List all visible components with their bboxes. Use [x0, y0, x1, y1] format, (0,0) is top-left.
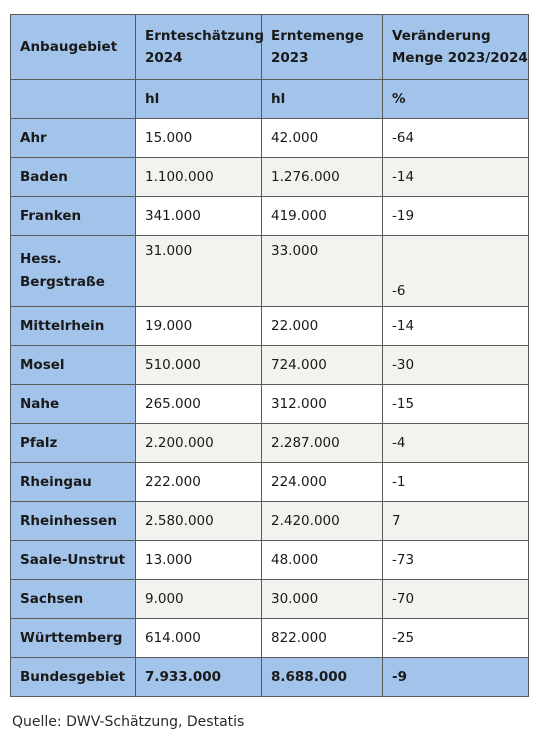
- total-harvest-2023-cell: 8.688.000: [262, 658, 383, 697]
- estimate-2024-cell: 19.000: [136, 307, 262, 346]
- header-region: Anbaugebiet: [11, 15, 136, 80]
- region-cell: Rheingau: [11, 463, 136, 502]
- region-cell: Rheinhessen: [11, 502, 136, 541]
- harvest-2023-cell: 22.000: [262, 307, 383, 346]
- unit-change: %: [383, 80, 529, 119]
- table-row: [11, 346, 529, 385]
- table-row: [11, 385, 529, 424]
- total-estimate-2024-cell: 7.933.000: [136, 658, 262, 697]
- change-cell: -25: [383, 619, 529, 658]
- region-cell: Mittelrhein: [11, 307, 136, 346]
- harvest-2023-cell: 2.287.000: [262, 424, 383, 463]
- table-row: [11, 580, 529, 619]
- change-cell: -4: [383, 424, 529, 463]
- estimate-2024-cell: 31.000: [136, 236, 262, 307]
- header-row: [11, 15, 529, 80]
- estimate-2024-cell: 510.000: [136, 346, 262, 385]
- change-cell: -14: [383, 158, 529, 197]
- unit-estimate-2024: hl: [136, 80, 262, 119]
- estimate-2024-cell: 2.580.000: [136, 502, 262, 541]
- estimate-2024-cell: 2.200.000: [136, 424, 262, 463]
- harvest-2023-cell: 2.420.000: [262, 502, 383, 541]
- estimate-2024-cell: 1.100.000: [136, 158, 262, 197]
- table-row: [11, 119, 529, 158]
- region-cell: Saale-Unstrut: [11, 541, 136, 580]
- harvest-table: [10, 14, 529, 697]
- change-cell: -15: [383, 385, 529, 424]
- estimate-2024-cell: 614.000: [136, 619, 262, 658]
- estimate-2024-cell: 341.000: [136, 197, 262, 236]
- region-cell: Franken: [11, 197, 136, 236]
- region-cell: Pfalz: [11, 424, 136, 463]
- estimate-2024-cell: 222.000: [136, 463, 262, 502]
- source-note: Quelle: DWV-Schätzung, Destatis: [12, 714, 245, 730]
- change-cell: -30: [383, 346, 529, 385]
- estimate-2024-cell: 13.000: [136, 541, 262, 580]
- table-row: [11, 307, 529, 346]
- region-cell: Sachsen: [11, 580, 136, 619]
- header-estimate-2024: Ernteschätzung 2024: [136, 15, 262, 80]
- table-row: [11, 541, 529, 580]
- change-cell: -70: [383, 580, 529, 619]
- change-cell: -73: [383, 541, 529, 580]
- table-row: [11, 236, 529, 307]
- region-cell: Nahe: [11, 385, 136, 424]
- table-row: [11, 619, 529, 658]
- change-cell: 7: [383, 502, 529, 541]
- change-cell: -6: [383, 236, 529, 307]
- header-harvest-2023: Erntemenge 2023: [262, 15, 383, 80]
- table-row: [11, 463, 529, 502]
- total-change-cell: -9: [383, 658, 529, 697]
- table-row: [11, 158, 529, 197]
- harvest-2023-cell: 724.000: [262, 346, 383, 385]
- harvest-2023-cell: 822.000: [262, 619, 383, 658]
- table-row: [11, 424, 529, 463]
- unit-harvest-2023: hl: [262, 80, 383, 119]
- estimate-2024-cell: 9.000: [136, 580, 262, 619]
- harvest-2023-cell: 224.000: [262, 463, 383, 502]
- change-cell: -64: [383, 119, 529, 158]
- units-row: [11, 80, 529, 119]
- harvest-2023-cell: 419.000: [262, 197, 383, 236]
- estimate-2024-cell: 15.000: [136, 119, 262, 158]
- table-row: [11, 502, 529, 541]
- estimate-2024-cell: 265.000: [136, 385, 262, 424]
- change-cell: -19: [383, 197, 529, 236]
- harvest-2023-cell: 30.000: [262, 580, 383, 619]
- total-row: [11, 658, 529, 697]
- region-cell: Baden: [11, 158, 136, 197]
- change-cell: -14: [383, 307, 529, 346]
- change-cell: -1: [383, 463, 529, 502]
- region-cell: Württemberg: [11, 619, 136, 658]
- harvest-2023-cell: 48.000: [262, 541, 383, 580]
- harvest-2023-cell: 1.276.000: [262, 158, 383, 197]
- total-region-cell: Bundesgebiet: [11, 658, 136, 697]
- table-row: [11, 197, 529, 236]
- harvest-2023-cell: 312.000: [262, 385, 383, 424]
- harvest-2023-cell: 42.000: [262, 119, 383, 158]
- header-change: Veränderung Menge 2023/2024: [383, 15, 529, 80]
- region-cell: Hess. Bergstraße: [11, 236, 136, 307]
- region-cell: Ahr: [11, 119, 136, 158]
- unit-empty: [11, 80, 136, 119]
- region-cell: Mosel: [11, 346, 136, 385]
- harvest-2023-cell: 33.000: [262, 236, 383, 307]
